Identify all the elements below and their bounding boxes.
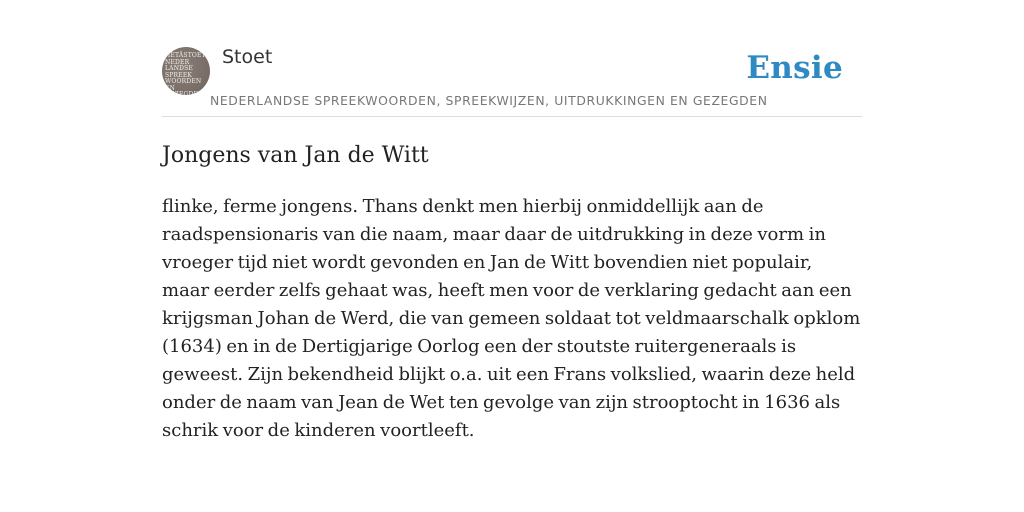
author-name[interactable]: Stoet	[222, 46, 273, 68]
entry-header	[162, 40, 862, 117]
entry-title: Jongens van Jan de Witt	[162, 143, 429, 168]
entry-card	[162, 40, 862, 445]
book-cover-avatar[interactable]	[162, 47, 210, 95]
entry-description: flinke, ferme jongens. Thans denkt men hierbij onmiddellijk aan de raadspensionaris van die naam, maar daar de uitdrukking in deze vorm in vroeger tijd niet wordt gevonden en Jan de Witt bovendien niet populair, maar eerder zelfs gehaat was, heeft men voor de verklaring gedacht aan een krijgsman Johan de Werd, die van gemeen soldaat tot veldmaarschalk opklom (1634) en in de Dertigjarige Oorlog een der stoutste ruitergeneraals is geweest. Zijn bekendheid blijkt o.a. uit een Frans volkslied, waarin deze held onder de naam van Jean de Wet ten gevolge van zijn strooptocht in 1636 als schrik voor de kinderen voortleeft.	[162, 196, 861, 441]
source-title[interactable]: NEDERLANDSE SPREEKWOORDEN, SPREEKWIJZEN, UITDRUKKINGEN EN GEZEGDEN	[210, 93, 768, 108]
brand-logo[interactable]: Ensie	[746, 50, 843, 86]
avatar-cover-text: HETÄSTOET NEDER LANDSE SPREEK WOORDEN EN GEZEGDEN	[165, 52, 206, 95]
